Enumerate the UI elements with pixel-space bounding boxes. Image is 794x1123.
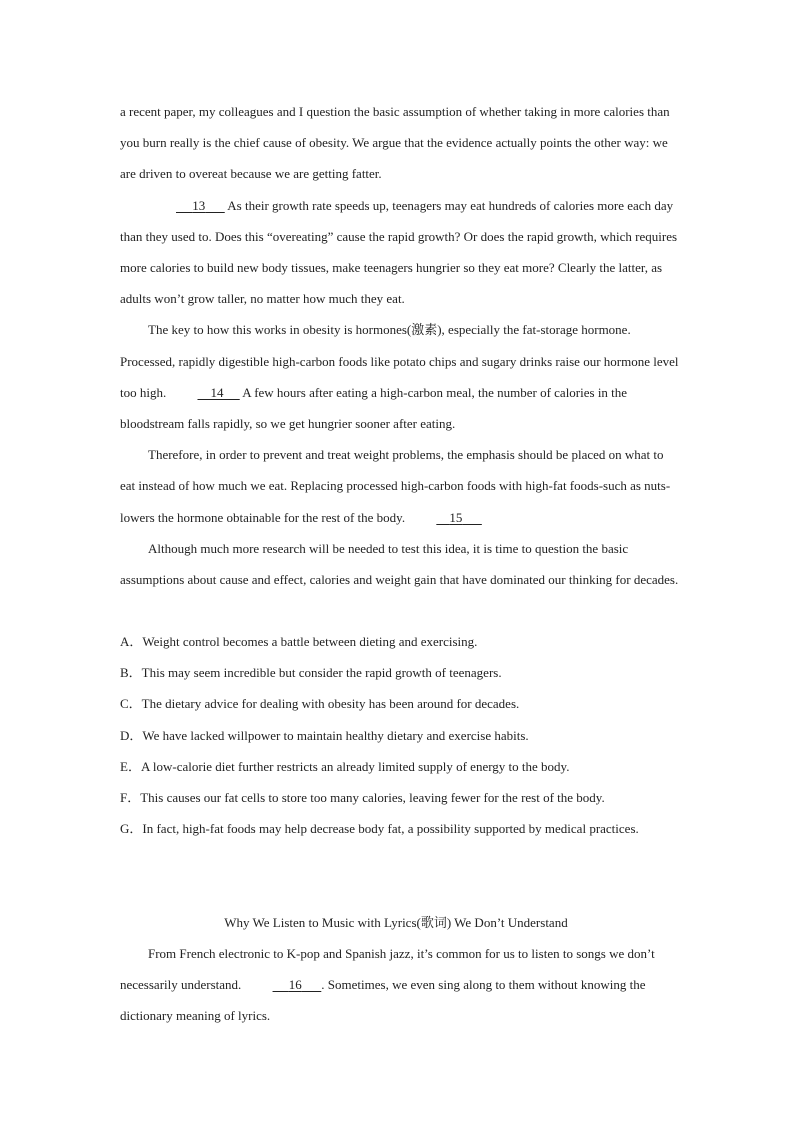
option-g: G．In fact, high-fat foods may help decrease body fat, a possibility supported by medical practices. [120, 821, 639, 837]
paragraph-although: Although much more research will be needed to test this idea, it is time to question the basic assumptions about cause and effect, calories and weight gain that have dominated our thinking for decades. [120, 540, 679, 588]
paragraph-music-after: . Sometimes, we even sing along to them without knowing the dictionary meaning of lyrics. [120, 977, 646, 1024]
paragraph-intro: a recent paper, my colleagues and I question the basic assumption of whether taking in more calories than you burn really is the chief cause of obesity. We argue that the evidence actually points the other way: we are driven to overeat because we are getting fatter. [120, 104, 670, 182]
paragraph-hormones-before: The key to how this works in obesity is hormones(激素), especially the fat-storage hormone. Processed, rapidly digestible high-carbon foods like potato chips and sugary drinks raise our hormone level too high. [120, 322, 679, 400]
option-f: F．This causes our fat cells to store too many calories, leaving fewer for the rest of the body. [120, 790, 605, 806]
paragraph-therefore-before: Therefore, in order to prevent and treat weight problems, the emphasis should be placed on what to eat instead of how much we eat. Replacing processed high-carbon foods with high-fat foods-such as nuts-lowers the hormone obtainable for the rest of the body. [120, 447, 671, 525]
paragraph-therefore [120, 439, 680, 533]
option-a: A．Weight control becomes a battle between dieting and exercising. [120, 634, 478, 649]
paragraph-hormones-after: A few hours after eating a high-carbon meal, the number of calories in the bloodstream falls rapidly, so we get hungrier sooner after eating. [120, 384, 628, 432]
blank-14[interactable]: 14 [210, 384, 224, 400]
paragraph-teenagers-text: As their growth rate speeds up, teenagers may eat hundreds of calories more each day than they used to. Does this “overeating” cause the rapid growth? Or does the rapid growth, which requires more calories to build new body tissues, make teenagers hungrier so they eat more? Clearly the latter, as adults won’t grow taller, no matter how much they eat. [120, 197, 678, 307]
option-d: D．We have lacked willpower to maintain healthy dietary and exercise habits. [120, 727, 529, 743]
option-b: B．This may seem incredible but consider the rapid growth of teenagers. [120, 665, 502, 681]
paragraph-hormones [120, 314, 680, 439]
paragraph-music-before: From French electronic to K-pop and Spanish jazz, it’s common for us to listen to songs we don’t necessarily understand. [120, 946, 655, 993]
passage-two-title: Why We Listen to Music with Lyrics(歌词) We Don’t Understand [224, 915, 568, 930]
paragraph-teenagers [120, 190, 680, 315]
paragraph-music [120, 938, 680, 1032]
blank-15[interactable]: 15 [449, 509, 463, 525]
options-list [120, 626, 680, 844]
blank-16[interactable]: 16 [288, 977, 302, 993]
passage-one [120, 96, 680, 595]
passage-two [120, 938, 680, 1032]
blank-13[interactable]: 13 [192, 197, 206, 213]
option-c: C．The dietary advice for dealing with obesity has been around for decades. [120, 696, 520, 712]
option-e: E．A low-calorie diet further restricts an already limited supply of energy to the body. [120, 758, 570, 774]
